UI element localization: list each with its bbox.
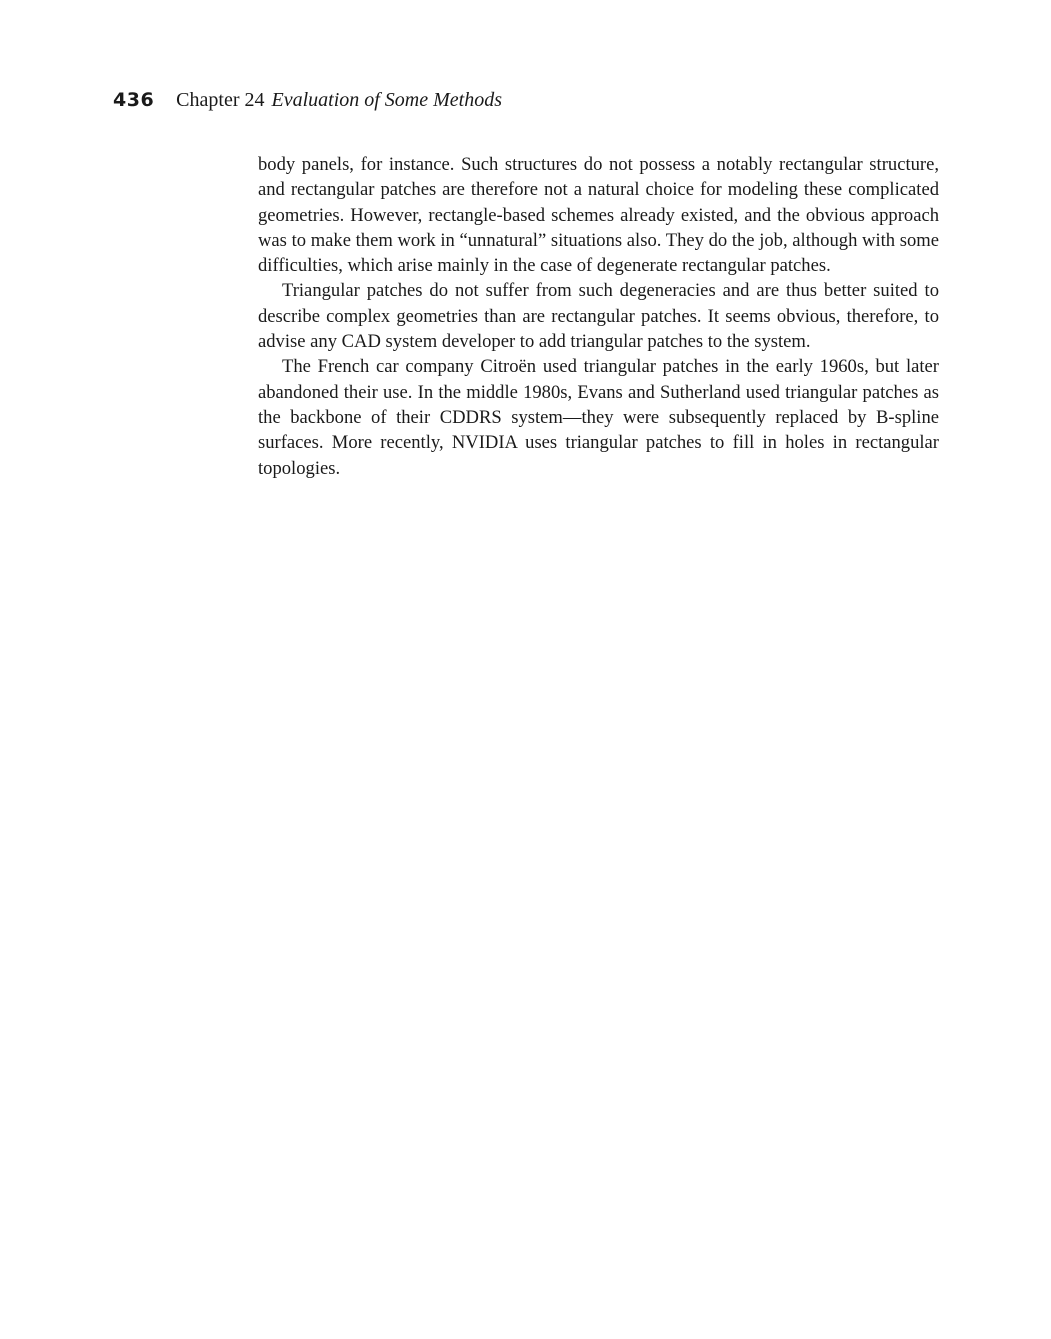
paragraph-triangular-patches: Triangular patches do not suffer from such degeneracies and are thus better suited to describe complex geometries than are rectangular patches. It seems obvious, therefore, to advise any CAD system developer to add triangular patches to the system. (258, 280, 939, 353)
page-number: 436 (113, 89, 155, 111)
body-text (258, 152, 939, 481)
chapter-label: Chapter 24 (176, 89, 265, 111)
chapter-title: Evaluation of Some Methods (271, 89, 503, 111)
paragraph-citroen-history: The French car company Citroën used triangular patches in the early 1960s, but later abandoned their use. In the middle 1980s, Evans and Sutherland used triangular patches as the backbone of their CDDRS system—they were subsequently replaced by B-spline surfaces. More recently, NVIDIA uses triangular patches to fill in holes in rectangular topologies. (258, 356, 939, 479)
running-head (113, 89, 502, 119)
paragraph-continued: body panels, for instance. Such structures do not possess a notably rectangular structure, and rectangular patches are therefore not a natural choice for modeling these complicated geometries. However, rectangle-based schemes already existed, and the obvious approach was to make them work in “unnatural” situations also. They do the job, although with some difficulties, which arise mainly in the case of degenerate rectangular patches. (258, 154, 939, 277)
